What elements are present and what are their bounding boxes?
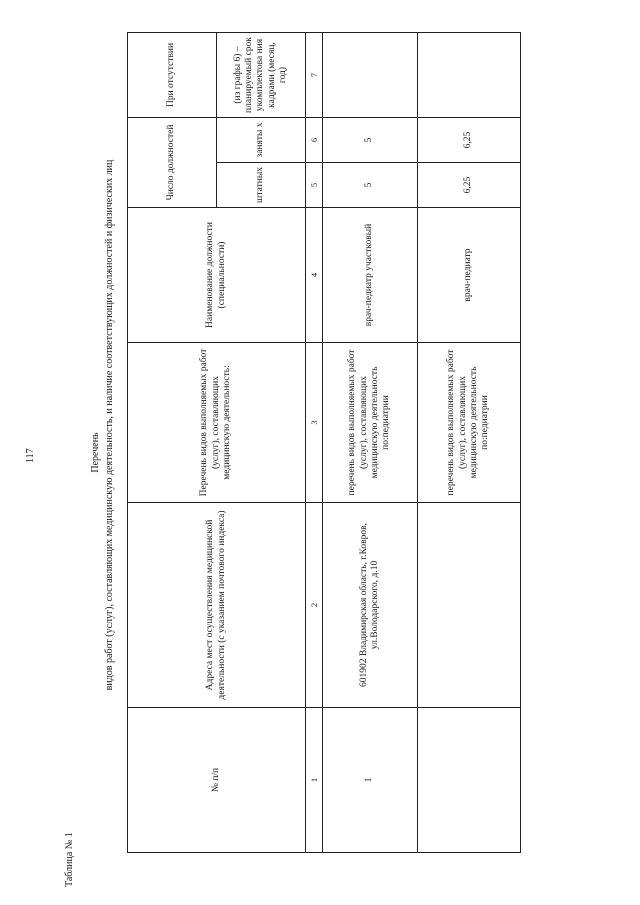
row-num: 1 [323,708,418,853]
column-number: 3 [306,343,323,503]
row-staff: 5 [323,163,418,208]
row-planned [418,33,521,118]
row-address [418,503,521,708]
row-num [418,708,521,853]
column-number-row [306,33,323,853]
table-row [418,33,521,853]
row-services: перечень видов выполняемых работ (услуг), составляющих медицинскую деятельность по:педиатрии [323,343,418,503]
header-positions-count: Число должностей [128,118,217,208]
header-staff: штатных [217,163,306,208]
header-occupied: заняты х [217,118,306,163]
row-planned [323,33,418,118]
row-occupied: 5 [323,118,418,163]
header-address: Адреса мест осуществления медицинской деятельности (с указанием почтового индекса) [128,503,306,708]
column-number: 6 [306,118,323,163]
services-table [127,32,521,853]
row-staff: 6,25 [418,163,521,208]
column-number: 4 [306,208,323,343]
row-position: врач-педиатр участковый [323,208,418,343]
table-label: Таблица № 1 [64,832,75,887]
row-position: врач-педиатр [418,208,521,343]
column-number: 1 [306,708,323,853]
column-number: 5 [306,163,323,208]
header-position: Наименование должности (специальности) [128,208,306,343]
document-title: Перечень [90,432,101,473]
header-services: Перечень видов выполняемых работ (услуг), составляющих медицинскую деятельность: [128,343,306,503]
row-occupied: 6,25 [418,118,521,163]
header-absence-note: (из графы 6) – планируемый срок укомплектова ния кадрами (месяц, год) [217,33,306,118]
document-subtitle: видов работ (услуг), составляющих медицинскую деятельность, и наличие соответствующих должностей и физических лиц [104,159,115,691]
page-number: 117 [25,448,36,463]
column-number: 7 [306,33,323,118]
header-absence: При отсутствии [128,33,217,118]
row-services: перечень видов выполняемых работ (услуг), составляющих медицинскую деятельность по:педиатрии [418,343,521,503]
column-number: 2 [306,503,323,708]
table-row [323,33,418,853]
row-address: 601902 Владимирская область, г.Ковров, ул.Володарского, д.10 [323,503,418,708]
header-num: № п/п [128,708,306,853]
